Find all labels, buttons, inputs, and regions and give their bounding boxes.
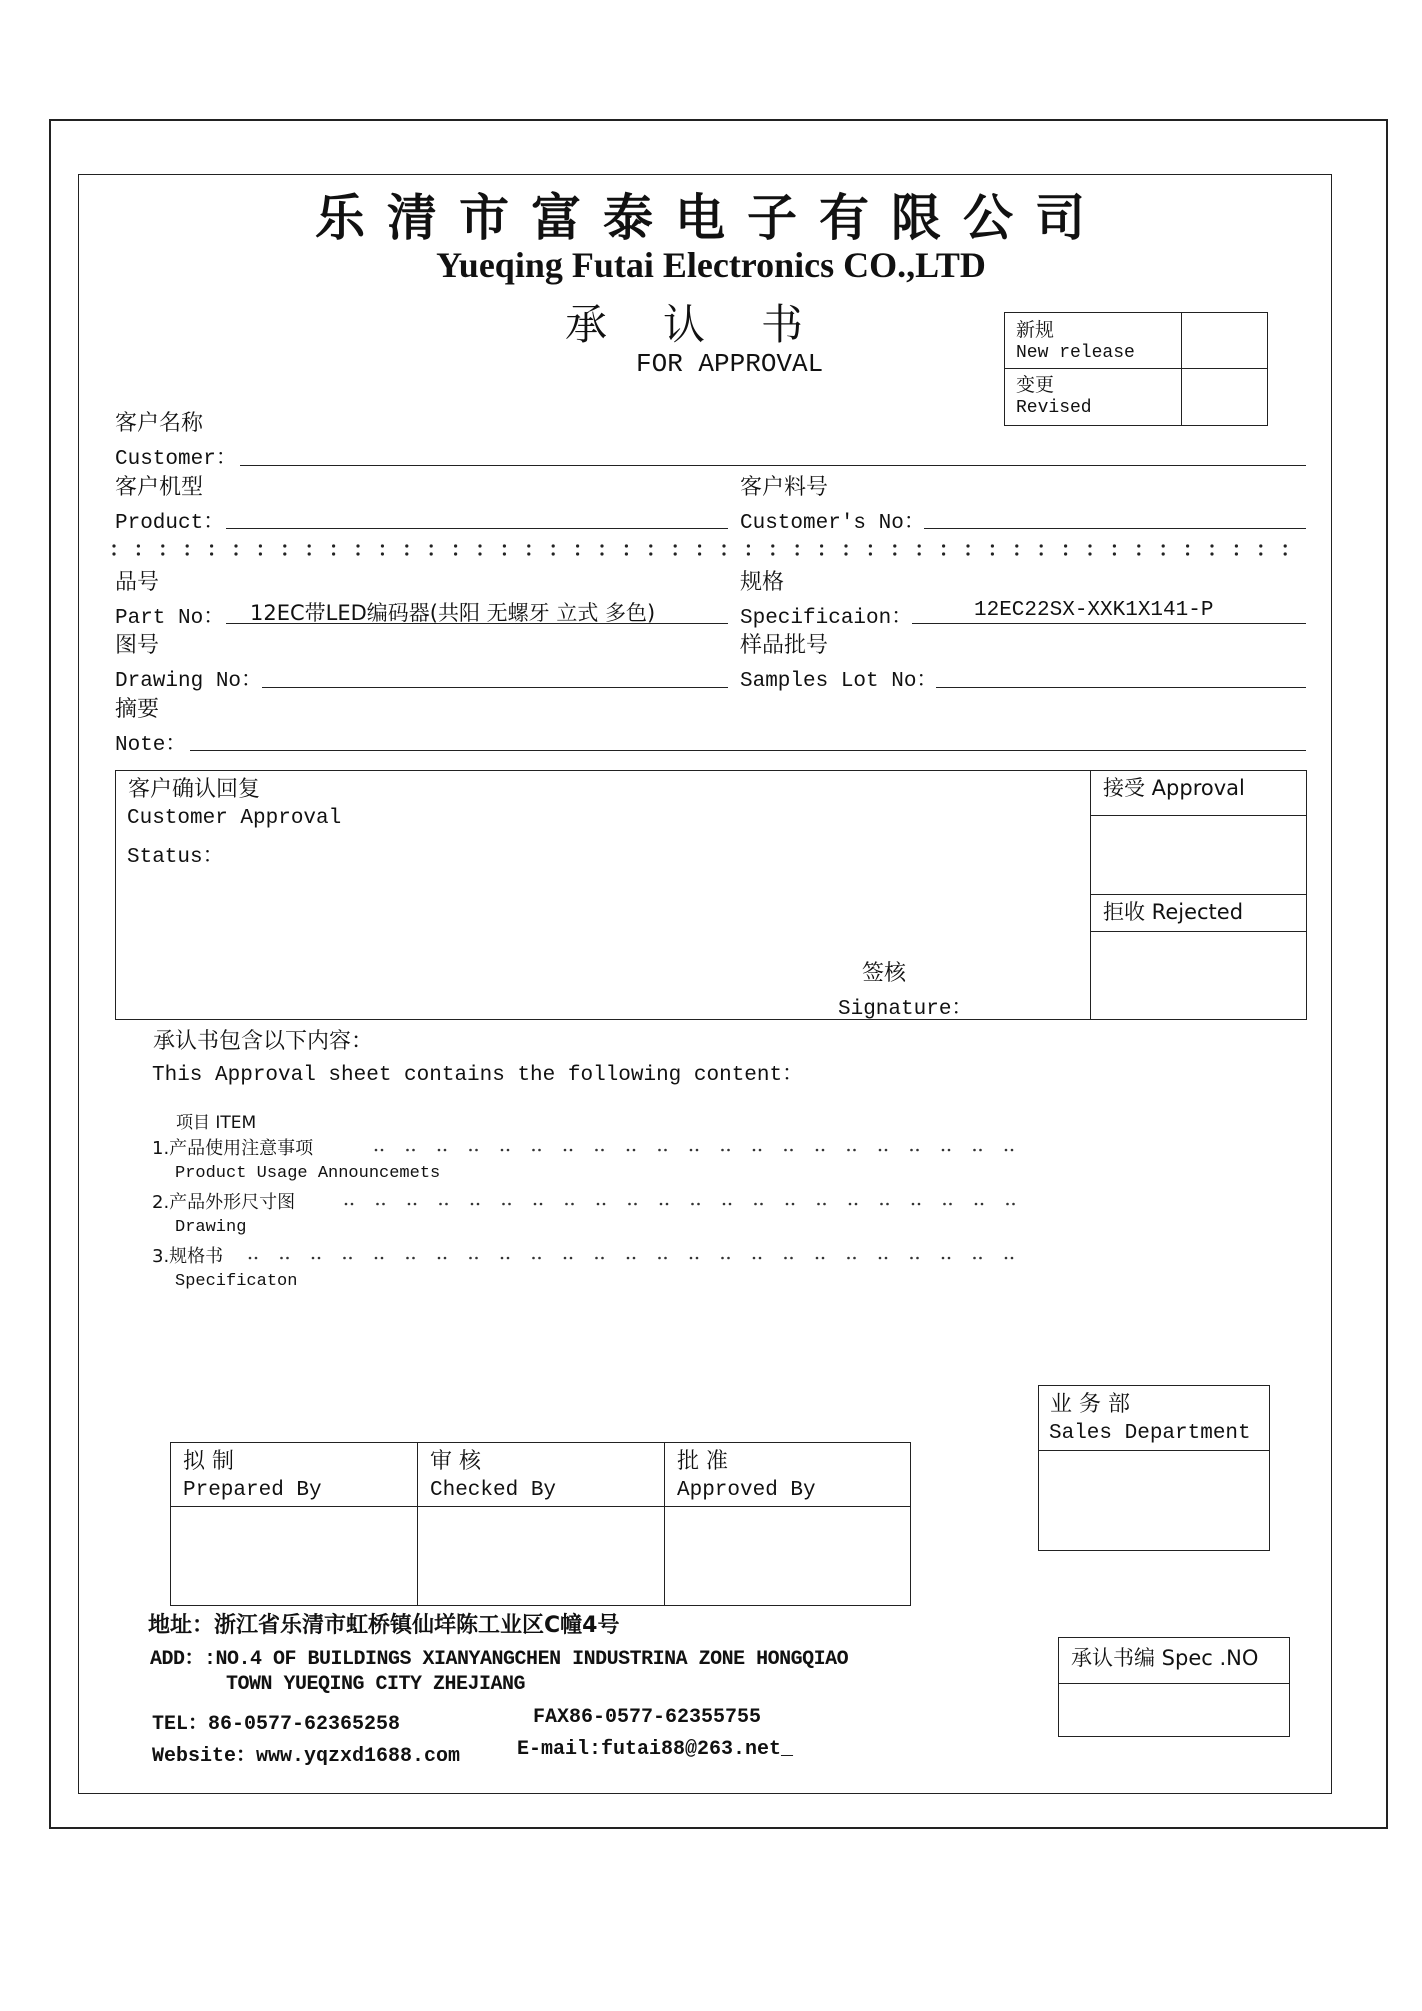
status-divider-3 (1090, 931, 1307, 932)
note-label-cn: 摘要 (115, 697, 160, 722)
approved-by-sign-area[interactable] (668, 1510, 907, 1602)
item-2-cn: 2.产品外形尺寸图 (152, 1192, 296, 1213)
samples-lot-field[interactable] (936, 687, 1306, 688)
spec-label-cn: 规格 (740, 570, 785, 595)
prepared-by-sign-area[interactable] (174, 1510, 413, 1602)
signature-field[interactable] (965, 985, 1080, 1015)
product-label-cn: 客户机型 (115, 475, 204, 500)
customer-status-title-en-1: Customer Approval (127, 807, 342, 830)
sales-department-cn: 业 务 部 (1050, 1392, 1130, 1417)
product-field[interactable] (226, 528, 728, 529)
release-box-col-divider (1181, 312, 1182, 426)
rejected-checkbox[interactable] (1094, 935, 1302, 1015)
email[interactable]: E-mail:futai88@263.net_ (517, 1738, 794, 1761)
customer-no-field[interactable] (924, 528, 1306, 529)
dotted-separator (110, 540, 1310, 560)
item-2-en: Drawing (175, 1218, 247, 1237)
new-release-checkbox[interactable] (1188, 316, 1260, 362)
part-no-value: 12EC带LED编码器(共阳 无螺牙 立式 多色) (250, 601, 656, 625)
drawing-label-cn: 图号 (115, 633, 160, 658)
approved-by-en: Approved By (677, 1479, 816, 1502)
customer-status-title-cn: 客户确认回复 (128, 777, 261, 802)
part-no-label-en: Part No： (115, 607, 225, 630)
approval-checkbox[interactable] (1094, 818, 1302, 890)
checked-by-cn: 审 核 (430, 1449, 481, 1474)
customer-status-title-en-2: Status： (127, 846, 224, 869)
new-release-en: New release (1016, 343, 1135, 363)
lot-label-cn: 样品批号 (740, 633, 829, 658)
customer-field[interactable] (240, 465, 1306, 466)
customer-no-label-cn: 客户料号 (740, 475, 829, 500)
company-name-cn: 乐清市富泰电子有限公司 (315, 188, 1107, 247)
release-box-divider (1004, 368, 1268, 369)
customer-label-cn: 客户名称 (115, 411, 204, 436)
part-no-field[interactable] (226, 623, 728, 624)
sales-box-divider (1038, 1450, 1270, 1451)
customer-no-label-en: Customer's No： (740, 512, 925, 535)
product-label-en: Product： (115, 512, 225, 535)
fax: FAX86-0577-62355755 (533, 1706, 762, 1729)
spec-value: 12EC22SX-XXK1X141-P (974, 599, 1214, 622)
item-header: 项目 ITEM (176, 1113, 257, 1133)
note-label-en: Note： (115, 734, 187, 757)
lot-label-en: Samples Lot No： (740, 670, 938, 693)
item-1-en: Product Usage Announcemets (175, 1164, 441, 1183)
signoff-col-divider-2 (664, 1442, 665, 1606)
address-cn: 地址：浙江省乐清市虹桥镇仙垟陈工业区C幢4号 (148, 1613, 620, 1638)
revised-checkbox[interactable] (1188, 372, 1260, 420)
new-release-cn: 新规 (1016, 319, 1055, 341)
spec-no-field[interactable] (1062, 1687, 1286, 1733)
drawing-no-field[interactable] (262, 687, 728, 688)
checked-by-sign-area[interactable] (421, 1510, 660, 1602)
item-3-cn: 3.规格书 (152, 1246, 224, 1267)
rejected-label: 拒收 Rejected (1103, 900, 1244, 924)
item-1-cn: 1.产品使用注意事项 (152, 1138, 314, 1159)
item-1-leader (370, 1140, 1020, 1156)
approval-label: 接受 Approval (1103, 776, 1245, 800)
customer-label-en: Customer： (115, 448, 237, 471)
spec-field[interactable] (912, 623, 1306, 624)
signature-label-cn: 签核 (862, 961, 907, 986)
status-divider-1 (1090, 815, 1307, 816)
address-en-line-1: ADD：:NO.4 OF BUILDINGS XIANYANGCHEN INDUSTRINA ZONE HONGQIAO (150, 1648, 849, 1671)
status-col-divider (1090, 770, 1091, 1020)
revised-en: Revised (1016, 398, 1092, 418)
signoff-col-divider-1 (417, 1442, 418, 1606)
drawing-label-en: Drawing No： (115, 670, 263, 693)
website[interactable]: Website：www.yqzxd1688.com (152, 1745, 461, 1768)
item-3-en: Specificaton (175, 1272, 298, 1291)
address-en-line-2: TOWN YUEQING CITY ZHEJIANG (226, 1673, 526, 1696)
spec-no-divider (1058, 1683, 1290, 1684)
document-title-cn: 承认书 (565, 300, 860, 349)
prepared-by-cn: 拟 制 (183, 1449, 234, 1474)
revised-cn: 变更 (1016, 374, 1055, 396)
spec-label-en: Specificaion： (740, 607, 913, 630)
contents-intro-en: This Approval sheet contains the following content： (152, 1064, 804, 1087)
sales-department-en: Sales Department (1049, 1422, 1251, 1445)
tel: TEL：86-0577-62365258 (152, 1713, 401, 1736)
approved-by-cn: 批 准 (677, 1449, 728, 1474)
item-2-leader (340, 1194, 1020, 1210)
signoff-row-divider (170, 1506, 911, 1507)
part-no-label-cn: 品号 (115, 570, 160, 595)
sales-department-sign-area[interactable] (1042, 1454, 1266, 1548)
status-divider-2 (1090, 894, 1307, 895)
note-field[interactable] (190, 750, 1306, 751)
company-name-en: Yueqing Futai Electronics CO.,LTD (436, 245, 986, 285)
contents-intro-cn: 承认书包含以下内容： (153, 1029, 374, 1054)
prepared-by-en: Prepared By (183, 1479, 322, 1502)
spec-no-label: 承认书编 Spec .NO (1071, 1646, 1259, 1670)
checked-by-en: Checked By (430, 1479, 557, 1502)
signature-label-en: Signature： (838, 998, 973, 1021)
item-3-leader (244, 1248, 1020, 1264)
document-title-en: FOR APPROVAL (636, 349, 824, 379)
